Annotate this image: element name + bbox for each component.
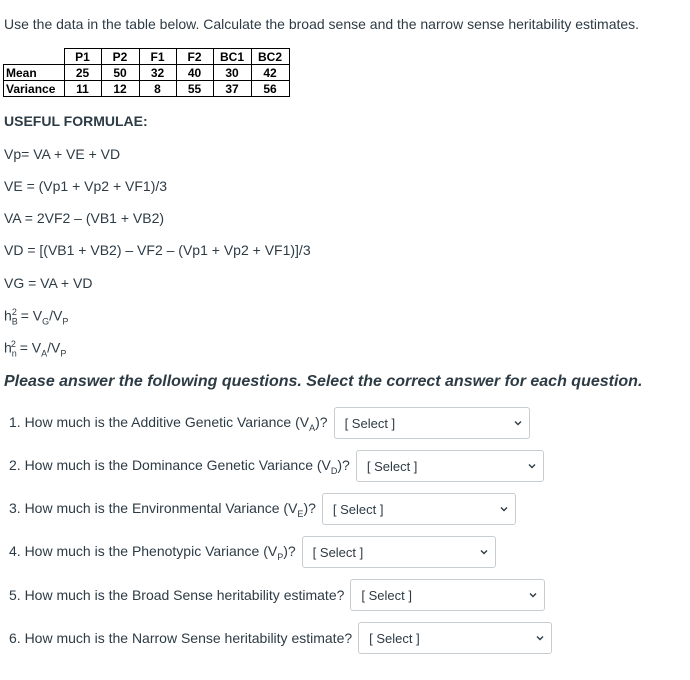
chevron-down-icon — [535, 633, 545, 643]
table-corner — [4, 49, 65, 65]
table-cell: 40 — [176, 65, 213, 81]
column-header: F1 — [139, 49, 176, 65]
question-2 — [9, 450, 544, 482]
column-header: BC2 — [251, 49, 289, 65]
formula-narrow-heritability: $h_n^2 = V_A/V_P$ — [4, 339, 67, 359]
table-cell: 32 — [139, 65, 176, 81]
formula-va: VA = 2VF2 – (VB1 + VB2) — [4, 210, 165, 226]
chevron-down-icon — [528, 590, 538, 600]
row-label: Mean — [4, 65, 65, 81]
question-1 — [9, 407, 530, 439]
formula-vg: VG = VA + VD — [4, 275, 93, 291]
question-3-text: 3. How much is the Environmental Variance $(V_E)$? — [9, 499, 316, 519]
table-cell: 55 — [176, 81, 213, 97]
question-5-text: 5. How much is the Broad Sense heritability estimate? — [9, 587, 345, 603]
answer-select-1[interactable]: [ Select ] — [334, 407, 530, 439]
question-5 — [9, 579, 545, 611]
question-6 — [9, 622, 552, 654]
table-cell: 37 — [213, 81, 251, 97]
chevron-down-icon — [479, 547, 489, 557]
formula-broad-heritability: $h_B^2 = V_G/V_P$ — [4, 307, 69, 327]
answer-select-6[interactable]: [ Select ] — [358, 622, 552, 654]
column-header: F2 — [176, 49, 213, 65]
table-cell: 12 — [101, 81, 139, 97]
question-4 — [9, 536, 496, 568]
data-table — [3, 48, 290, 97]
answer-select-4[interactable]: [ Select ] — [302, 536, 496, 568]
answer-select-3[interactable]: [ Select ] — [322, 493, 516, 525]
table-cell: 30 — [213, 65, 251, 81]
table-cell: 25 — [64, 65, 101, 81]
table-cell: 8 — [139, 81, 176, 97]
formula-ve: VE = (Vp1 + Vp2 + VF1)/3 — [4, 178, 168, 194]
table-cell: 56 — [251, 81, 289, 97]
question-2-text: 2. How much is the Dominance Genetic Variance $(V_D)$? — [9, 456, 350, 476]
row-label: Variance — [4, 81, 65, 97]
formula-vd: VD = [(VB1 + VB2) – VF2 – (Vp1 + Vp2 + VF1)]/3 — [4, 242, 311, 258]
table-header-row — [4, 49, 290, 65]
chevron-down-icon — [513, 418, 523, 428]
answer-select-5[interactable]: [ Select ] — [350, 579, 545, 611]
formulae-heading: USEFUL FORMULAE: — [4, 113, 148, 129]
table-cell: 42 — [251, 65, 289, 81]
column-header: P2 — [101, 49, 139, 65]
table-cell: 11 — [64, 81, 101, 97]
table-cell: 50 — [101, 65, 139, 81]
instructions-text: Use the data in the table below. Calculate the broad sense and the narrow sense heritability estimates. — [4, 16, 640, 32]
question-6-text: 6. How much is the Narrow Sense heritability estimate? — [9, 630, 353, 646]
table-row — [4, 65, 290, 81]
table-row — [4, 81, 290, 97]
answer-select-2[interactable]: [ Select ] — [356, 450, 544, 482]
formula-vp: Vp= VA + VE + VD — [4, 146, 121, 162]
column-header: BC1 — [213, 49, 251, 65]
question-4-text: 4. How much is the Phenotypic Variance $(V_P)$? — [9, 542, 296, 562]
question-3 — [9, 493, 516, 525]
question-1-text: 1. How much is the Additive Genetic Variance $(V_A)$? — [9, 413, 328, 433]
chevron-down-icon — [499, 504, 509, 514]
chevron-down-icon — [527, 461, 537, 471]
column-header: P1 — [64, 49, 101, 65]
answer-instruction: Please answer the following questions. Select the correct answer for each question. — [4, 373, 643, 390]
